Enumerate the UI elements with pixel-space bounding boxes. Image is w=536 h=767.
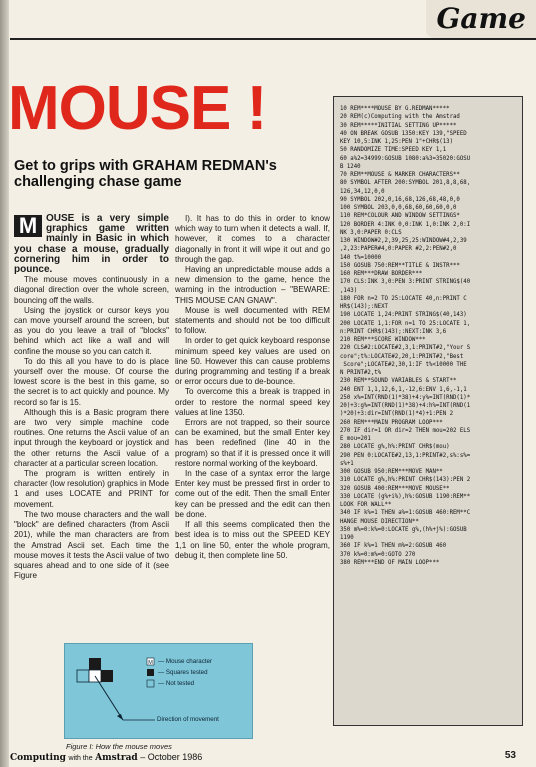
code-line: 320 GOSUB 400:REM***MOVE MOUSE** [340,485,450,492]
body-paragraph: The two mouse characters and the wall "block" are defined characters (from Ascii 201), while the man characters are from the Amstrad Ascii set. Each time the mouse moves it tests the Ascii value of two squares ahead and to one side of it (see Figure [14,509,169,581]
page-number: 53 [504,750,516,761]
body-paragraph: The program is written entirely in character (low resolution) graphics in Mode 1 and uses LOCATE and PRINT for movement. [14,469,169,509]
arrow-label: Direction of movement [157,716,219,723]
code-line: 140 t%=10000 [340,254,382,261]
legend-mouse-label: — Mouse character [158,658,213,665]
code-line: E mou=201 [340,436,371,442]
code-line: 110 REM*COLOUR AND WINDOW SETTINGS* [340,213,460,220]
code-line: 280 LOCATE g%,h%:PRINT CHR$(mou) [340,444,450,451]
code-line: 300 GOSUB 950:REM***MOVE MAN** [340,469,443,475]
code-line: 10 REM****MOUSE BY G.REDMAN***** [340,106,450,112]
body-paragraph: To do this all you have to do is place yourself over the mouse. Of course the lowest score is the best in this game, so the secret is to act quickly and pounce. My record so far is 15. [14,356,169,407]
code-line: 20)+3:g%=INT(RND(1)*38)+4:h%=INT(RND(1 [340,403,471,409]
figure-mouse-movement [64,643,253,739]
lead-text: OUSE is a very simple graphics game written mainly in Basic in which you chase a mouse, gradually cornering him in order to pounce. [14,213,169,276]
code-line: 90 SYMBOL 202,0,16,68,126,68,48,0,0 [340,196,460,203]
code-line: 230 REM**SOUND VARIABLES & START** [340,378,457,385]
code-line: 310 LOCATE g%,h%:PRINT CHR$(143):PEN 2 [340,477,471,484]
legend-untested-label: — Not tested [158,680,195,687]
code-line: 260 REM***MAIN PROGRAM LOOP*** [340,419,443,426]
body-paragraph: In the case of a syntax error the large Enter key must be pressed first in order to come out of the edit. Then the small Enter key can be pressed and the edit can then be done. [175,469,330,519]
page-footer: Computing with the Amstrad – October 1986 [10,752,203,763]
code-line: 70 REM**MOUSE & MARKER CHARACTERS** [340,172,460,178]
code-line: N PRINT#2,t% [340,370,382,376]
section-tab [426,0,536,38]
code-line: B 1240 [340,163,361,170]
footer-date: October 1986 [147,752,203,762]
code-line: 360 IF k%=1 THEN m%=2:GOSUB 460 [340,543,447,550]
program-listing [340,105,516,567]
code-line: 120 BORDER 4:INK 0,0:INK 1,0:INK 2,0:I [340,221,471,228]
code-line: 180 FOR n=2 TO 25:LOCATE 40,n:PRINT C [340,295,467,302]
section-tab-label: Game [436,2,526,35]
top-rule [10,38,536,40]
code-line: 160 REM***DRAW BORDER*** [340,271,423,277]
code-line: 290 PEN 0:LOCATE#2,13,1:PRINT#2,s%:s%= [340,452,471,459]
footer-brand-2: Amstrad [95,753,138,763]
code-line: 60 a%2=34999:GOSUB 1080:a%3=35020:GOSU [340,155,471,162]
body-paragraph: Having an unpredictable mouse adds a new dimension to the game, hence the warning in the introduction – "BEWARE: THIS MOUSE CAN GNAW". [175,265,330,305]
legend-tested-swatch [147,669,154,676]
legend-tested-label: — Squares tested [158,669,208,676]
code-line: 210 REM***SCORE WINDOW*** [340,337,426,343]
code-line: 126,34,12,0,0 [340,188,385,195]
code-line: NK 3,0:PAPER 0:CLS [340,229,402,236]
code-line: 30 REM*****INITIAL SETTING UP***** [340,122,457,129]
drop-cap: M [14,215,42,237]
code-line: LOOK FOR WALL** [340,502,392,508]
figure-caption: Figure I: How the mouse moves [66,742,172,751]
body-paragraph: I). It has to do this in order to know which way to turn when it detects a wall. If, however, it comes to a character diagonally in front it will wipe it out and go through the gap. [175,214,330,264]
code-line: s%+1 [340,460,354,467]
lead-paragraph [14,214,169,275]
body-paragraph: The mouse moves continuously in a diagonal direction over the whole screen, bouncing off the walls. [14,275,169,305]
code-line: 240 ENT 1,1,12,6,1,-12,6:ENV 1,6,-1,1 [340,386,467,393]
code-line: 250 x%=INT(RND(1)*38)+4:y%=INT(RND(1)* [340,394,471,401]
code-line: 330 LOCATE (g%+i%),h%:GOSUB 1190:REM** [340,493,471,500]
legend-mouse-symbol: M [148,660,153,666]
footer-brand: Computing [10,753,66,763]
body-paragraph: Using the joystick or cursor keys you can move yourself around the screen, but as you do you leave a trail of "blocks" behind which act like a wall and will confine the mouse so you can catch it. [14,305,169,356]
code-line: 150 GOSUB 750:REM**TITLE & INSTR*** [340,262,460,269]
body-paragraph: Although this is a Basic program there are two very simple machine code routines. One returns the Ascii value of an input through the keyboard or joystick and the other returns the Ascii value of a character at a particular screen location. [14,407,169,468]
body-paragraph: In order to get quick keyboard response minimum speed key values are used on line 50. However this can cause problems during programming and testing if a break or error occurs due to de-bounce. [175,336,330,387]
body-paragraph: Errors are not trapped, so their source can be examined, but the small Enter key has been redefined (line 40 in the program) so that if it is pressed once it will restore normal working of the keyboard. [175,418,330,468]
code-line: HR$(143);:NEXT [340,304,388,310]
direction-line [95,676,123,720]
code-line: 350 m%=0:k%=0:LOCATE g%,(h%+j%):GOSUB [340,526,467,533]
direction-arrowhead [117,714,123,720]
untested-square [77,670,89,682]
body-paragraph: To overcome this a break is trapped in order to restore the normal speed key values at line 1350. [175,387,330,417]
article-intro: Get to grips with GRAHAM REDMAN's challenging chase game [14,158,277,190]
code-line: core";t%:LOCATE#2,20,1:PRINT#2,"Best [340,353,464,360]
legend-untested-swatch [147,680,154,687]
code-line: 170 CLS:INK 3,0:PEN 3:PRINT STRING$(40 [340,279,471,286]
code-line: ,2,23:PAPER#4,0:PAPER #2,2:PEN#2,0 [340,246,457,253]
article-title: MOUSE ! [8,74,267,143]
code-line: ,143) [340,287,358,294]
code-line: 340 IF k%=1 THEN a%=1:GOSUB 460:REM**C [340,510,471,517]
code-line: 50 RANDOMIZE TIME:SPEED KEY 1,1 [340,147,447,154]
code-line: 200 LOCATE 1,1:FOR n=1 TO 25:LOCATE 1, [340,320,471,327]
code-line: 20 REM(c)Computing with the Amstrad [340,114,460,121]
code-line: )*20)+3:dir=INT(RND(1)*4)+1:PEN 2 [340,411,453,418]
program-listing-box [333,96,523,726]
code-line: 80 SYMBOL AFTER 200:SYMBOL 201,8,8,68, [340,180,471,187]
code-line: 100 SYMBOL 203,0,0,68,60,60,60,0,0 [340,205,457,211]
code-line: 130 WINDOW#2,2,39,25,25:WINDOW#4,2,39 [340,238,467,244]
body-column-1 [14,214,169,581]
body-paragraph: Mouse is well documented with REM statements and should not be too difficult to follow. [175,305,330,336]
code-line: 370 k%=0:m%=0:GOTO 270 [340,551,416,558]
code-line: 380 REM***END OF MAIN LOOP*** [340,559,440,566]
code-line: Score";LOCATE#2,30,1:IF t%<10000 THE [340,361,467,368]
code-line: 270 IF dir=1 OR dir=2 THEN mou=202 ELS [340,427,471,434]
tested-square-top [89,658,101,670]
code-line: KEY 10,5:INK 1,25:PEN 1"+CHR$(13) [340,139,453,145]
code-line: 220 CLS#2:LOCATE#2,3,1:PRINT#2,"Your S [340,345,471,352]
code-line: 190 LOCATE 1,24:PRINT STRING$(40,143) [340,312,467,319]
tested-square-right [101,670,113,682]
footer-with: with the [68,755,93,762]
code-line: HANGE MOUSE DIRECTION** [340,518,419,525]
code-line: n:PRINT CHR$(143);:NEXT:INK 3,6 [340,328,447,335]
code-line: 1190 [340,535,354,541]
code-line: 40 ON BREAK GOSUB 1350:KEY 139,"SPEED [340,130,467,137]
body-paragraph: If all this seems complicated then the best idea is to miss out the SPEED KEY 1,1 on line 50, enter the whole program, debug it, then complete line 50. [175,520,330,560]
body-column-2 [175,214,330,561]
